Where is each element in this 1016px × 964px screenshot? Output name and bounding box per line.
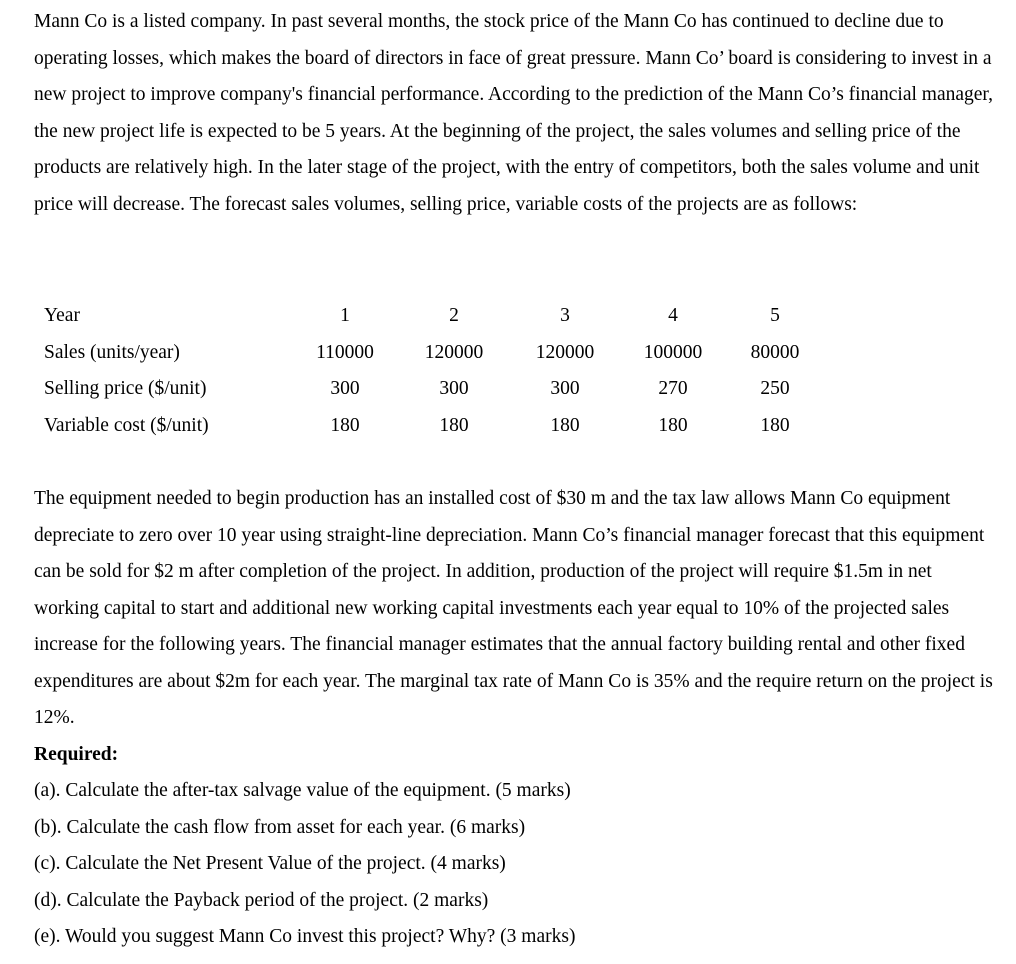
question-item: (d). Calculate the Payback period of the project. (2 marks) xyxy=(34,889,489,911)
table-cell: 180 xyxy=(658,414,688,436)
table-row xyxy=(44,371,824,408)
table-cell: 300 xyxy=(330,378,360,400)
table-cell: 180 xyxy=(439,414,469,436)
table-cell: 1 xyxy=(340,305,350,327)
question-item: (e). Would you suggest Mann Co invest this project? Why? (3 marks) xyxy=(34,926,576,947)
question-item: (b). Calculate the cash flow from asset for each year. (6 marks) xyxy=(34,816,526,838)
question-item: (c). Calculate the Net Present Value of the project. (4 marks) xyxy=(34,853,506,874)
row-label: Sales (units/year) xyxy=(44,341,180,363)
table-cell: 270 xyxy=(658,378,688,400)
table-cell: 180 xyxy=(330,414,360,436)
required-heading: Required: xyxy=(34,744,119,765)
intro-paragraph: Mann Co is a listed company. In past several months, the stock price of the Mann Co has continued to decline due to operating losses, which makes the board of directors in face of great pressure. Mann Co’ board is considering to invest in a new project to improve company's financial performance. According to the prediction of the Mann Co’s financial manager, the new project life is expected to be 5 years. At the beginning of the project, the sales volumes and selling price of the products are relatively high. In the later stage of the project, with the entry of competitors, both the sales volume and unit price will decrease. The forecast sales volumes, selling price, variable costs of the projects are as follows: xyxy=(34,11,993,215)
table-cell: 80000 xyxy=(750,341,800,363)
table-cell: 100000 xyxy=(643,341,703,363)
row-label: Selling price ($/unit) xyxy=(44,378,207,400)
question-item: (a). Calculate the after-tax salvage value of the equipment. (5 marks) xyxy=(34,780,571,801)
row-label: Year xyxy=(44,305,80,327)
table-cell: 250 xyxy=(760,378,790,400)
forecast-table xyxy=(44,298,824,444)
table-header-row xyxy=(44,298,824,335)
row-label: Variable cost ($/unit) xyxy=(44,414,209,436)
table-cell: 2 xyxy=(449,305,459,327)
table-cell: 300 xyxy=(550,378,580,400)
table-row xyxy=(44,408,824,445)
table-cell: 110000 xyxy=(316,341,374,363)
table-row xyxy=(44,335,824,372)
table-cell: 120000 xyxy=(424,341,484,363)
table-cell: 4 xyxy=(668,305,678,327)
table-cell: 5 xyxy=(770,305,780,327)
table-cell: 3 xyxy=(560,305,570,327)
details-paragraph: The equipment needed to begin production has an installed cost of $30 m and the tax law allows Mann Co equipment depreciate to zero over 10 year using straight-line depreciation. Mann Co’s financial manager forecast that this equipment can be sold for $2 m after completion of the project. In addition, production of the project will require $1.5m in net working capital to start and additional new working capital investments each year equal to 10% of the projected sales increase for the following years. The financial manager estimates that the annual factory building rental and other fixed expenditures are about $2m for each year. The marginal tax rate of Mann Co is 35% and the require return on the project is 12%. xyxy=(34,488,993,728)
table-cell: 180 xyxy=(760,414,790,436)
table-cell: 120000 xyxy=(535,341,595,363)
table-cell: 180 xyxy=(550,414,580,436)
table-cell: 300 xyxy=(439,378,469,400)
question-list xyxy=(34,773,575,956)
